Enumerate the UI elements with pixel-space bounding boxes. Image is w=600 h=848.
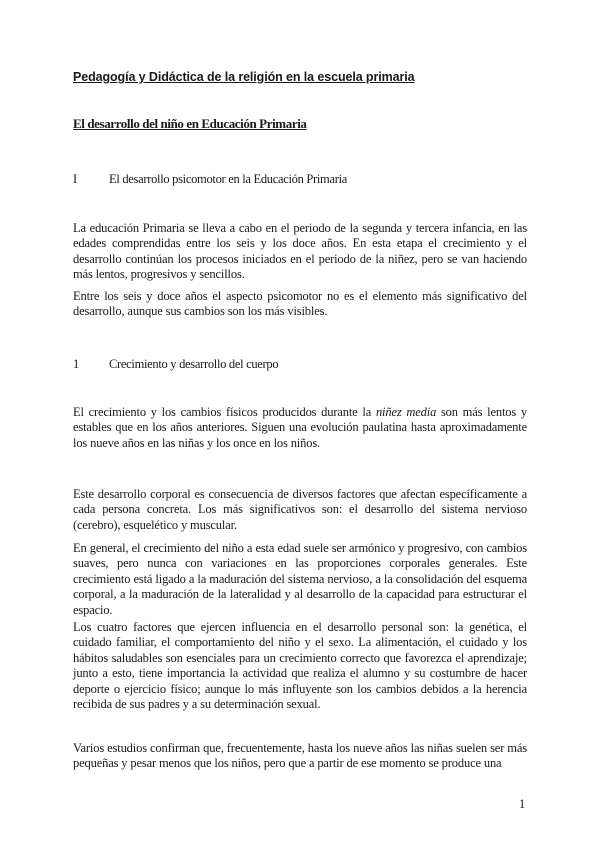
paragraph-desarrollo-corporal: Este desarrollo corporal es consecuencia de diversos factores que afectan específicamente a cada persona concreta. Los más significativos son: el desarrollo del sistema nervioso (cerebro), esquelético y muscular. xyxy=(73,487,527,532)
paragraph-text: son más lentos y estables que en los años anteriores. Siguen una evolución paulatina hasta aproximadamente los nueve años en las niñas y los once en los niños. xyxy=(73,405,528,450)
heading-number: I xyxy=(73,172,77,186)
paragraph-estudios: Varios estudios confirman que, frecuentemente, hasta los nueve años las niñas suelen ser más pequeñas y pesar menos que los niños, pero que a partir de ese momento se produce una xyxy=(73,741,527,771)
heading-text: Crecimiento y desarrollo del cuerpo xyxy=(109,357,279,371)
paragraph-text: El crecimiento y los cambios físicos producidos durante la xyxy=(73,405,376,419)
paragraph-crecimiento-armonico: En general, el crecimiento del niño a esta edad suele ser armónico y progresivo, con cambios suaves, pero nunca con variaciones en las proporciones corporales generales. Este crecimiento está ligado a la maduración del sistema nervioso, a la consolidación del esquema corporal, a la maduración de la lateralidad y al desarrollo de la capacidad para estructurar el espacio. xyxy=(73,541,527,617)
emphasis-text: niñez media xyxy=(375,405,437,419)
paragraph-educacion-primaria: La educación Primaria se lleva a cabo en el periodo de la segunda y tercera infancia, en las edades comprendidas entre los seis y los doce años. En esta etapa el crecimiento y el desarrollo continúan los procesos iniciados en el periodo de la niñez, pero se van haciendo más lentos, progresivos y sencillos. xyxy=(73,221,527,282)
paragraph-aspecto-psicomotor: Entre los seis y doce años el aspecto psicomotor no es el elemento más significativo del desarrollo, aunque sus cambios son los más visibles. xyxy=(73,289,527,319)
section-title: El desarrollo del niño en Educación Primaria xyxy=(73,116,307,131)
heading-crecimiento xyxy=(73,357,278,372)
document-title: Pedagogía y Didáctica de la religión en la escuela primaria xyxy=(73,70,415,84)
heading-text: El desarrollo psicomotor en la Educación Primaria xyxy=(109,172,347,186)
heading-number: 1 xyxy=(73,357,79,371)
page-number: 1 xyxy=(519,797,526,811)
heading-psicomotor xyxy=(73,172,347,187)
paragraph-cuatro-factores: Los cuatro factores que ejercen influencia en el desarrollo personal son: la genética, el cuidado familiar, el comportamiento del niño y el sexo. La alimentación, el cuidado y los hábitos saludables son esenciales para un crecimiento correcto que favorezca el aprendizaje; junto a esto, tiene importancia la actividad que realiza el alumno y su costumbre de hacer deporte o ejercicio físico; aunque lo más influyente son los cambios debidos a la herencia recibida de sus padres y a su determinación sexual. xyxy=(73,620,527,712)
paragraph-cambios-fisicos xyxy=(73,405,527,451)
